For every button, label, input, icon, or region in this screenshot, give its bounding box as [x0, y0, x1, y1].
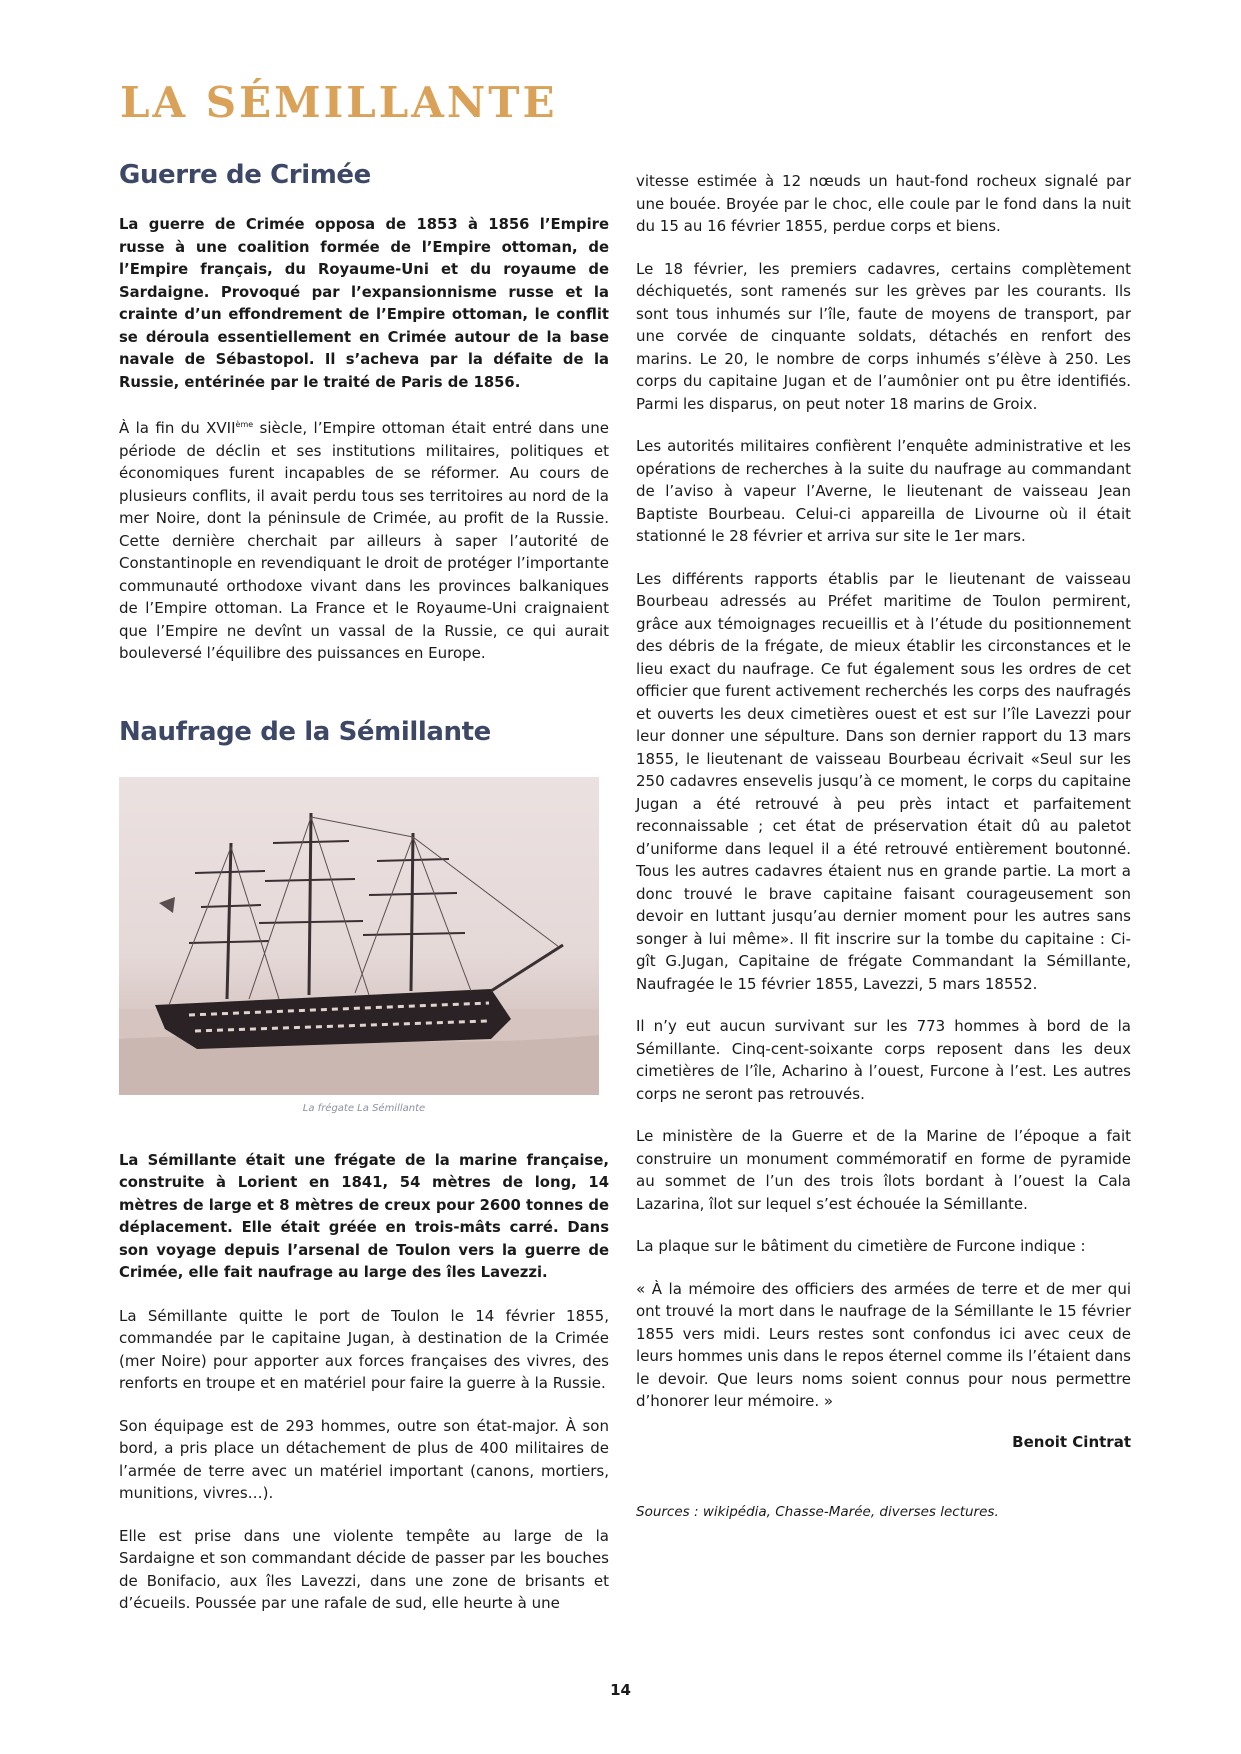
right-column — [636, 170, 1131, 1523]
superscript-eme: ème — [235, 420, 254, 429]
paragraph-enquete: Les autorités militaires confièrent l’enquête administrative et les opérations de recherches à la suite du naufrage au commandant de l’aviso à vapeur l’Averne, le lieutenant de vaisseau Jean Baptiste Bourbeau. Celui-ci appareilla de Livourne où il était stationné le 28 février et arriva sur site le 1er mars. — [636, 437, 1131, 545]
paragraph-naufrage: vitesse estimée à 12 nœuds un haut-fond rocheux signalé par une bouée. Broyée par le choc, elle coule par le fond dans la nuit du 15 au 16 février 1855, perdue corps et biens. — [636, 172, 1131, 235]
paragraph-inscription: « À la mémoire des officiers des armées de terre et de mer qui ont trouvé la mort dans le naufrage de la Sémillante le 15 février 1855 vers midi. Leurs restes sont confondus ici avec ceux de leurs hommes unis dans le repos éternel comme ils l’étaient dans le devoir. Que leurs noms soient connus pour nous permettre d’honorer leur mémoire. » — [636, 1279, 1131, 1410]
sources-note: Sources : wikipédia, Chasse-Marée, diverses lectures. — [636, 1503, 999, 1520]
semillante-description: La Sémillante était une frégate de la marine française, construite à Lorient en 1841, 54 mètres de long, 14 mètres de large et 8 mètres de creux pour 2600 tonnes de déplacement. Elle était gréée en trois-mâts carré. Dans son voyage depuis l’arsenal de Toulon vers la guerre de Crimée, elle fait naufrage au large des îles Lavezzi. — [119, 1151, 609, 1281]
page-title: LA SÉMILLANTE — [120, 78, 558, 127]
paragraph-monument: Le ministère de la Guerre et de la Marine de l’époque a fait construire un monument commémoratif en forme de pyramide au sommet de l’un des trois îlots bordant à l’ouest la Cala Lazarina, îlot sur lequel s’est échouée la Sémillante. — [636, 1127, 1131, 1213]
photo-caption: La frégate La Sémillante — [302, 1102, 426, 1114]
paragraph-rest: siècle, l’Empire ottoman était entré dans une période de déclin et ses institutions militaires, politiques et économiques furent incapables de se réformer. Au cours de plusieurs conflits, il avait perdu tous ses territoires au nord de la mer Noire, dont la péninsule de Crimée, au profit de la Russie. Cette dernière cherchait par ailleurs à saper l’autorité de Constantinople en revendiquant le droit de protéger l’importante communauté orthodoxe vivant dans les provinces balkaniques de l’Empire ottoman. La France et le Royaume-Uni craignaient que l’Empire ne devînt un vassal de la Russie, ce qui aurait bouleversé l’équilibre des puissances en Europe. — [119, 419, 609, 662]
paragraph-empire-ottoman — [119, 414, 609, 665]
paragraph-rapports: Les différents rapports établis par le lieutenant de vaisseau Bourbeau adressés au Préfet maritime de Toulon permirent, grâce aux témoignages recueillis et à l’étude du positionnement des débris de la frégate, de mieux établir les circonstances et le lieu exact du naufrage. Ce fut également sous les ordres de cet officier que furent activement recherchés les corps des naufragés et ouverts les deux cimetières ouest et est sur l’île Lavezzi pour leur donner une sépulture. Dans son dernier rapport du 13 mars 1855, le lieutenant de vaisseau Bourbeau écrivait «Seul sur les 250 cadavres ensevelis jusqu’à ce moment, le corps du capitaine Jugan a été retrouvé à peu près intact et parfaitement reconnaissable ; cet état de préservation était dû au paletot d’uniforme dans lequel il a été retrouvé entièrement boutonné. Tous les autres cadavres étaient nus en grande partie. La mort a donc trouvé le brave capitaine faisant courageusement son devoir en luttant jusqu’au dernier moment pour les autres sans songer à lui même». Il fit inscrire sur la tombe du capitaine : Ci-gît G.Jugan, Capitaine de frégate Commandant la Sémillante, Naufragée le 15 février 1855, Lavezzi, 5 mars 18552. — [636, 569, 1131, 993]
frigate-illustration — [119, 777, 599, 1095]
paragraph-cadavres: Le 18 février, les premiers cadavres, certains complètement déchiquetés, sont ramenés sur les grèves par les courants. Ils sont tous inhumés sur l’île, faute de moyens de transport, par une corvée de cinquante soldats, détachés en renfort des marins. Le 20, le nombre de corps inhumés s’élève à 250. Les corps du capitaine Jugan et de l’aumônier ont pu être identifiés. Parmi les disparus, on peut noter 18 marins de Groix. — [636, 259, 1131, 413]
paragraph-equipage: Son équipage est de 293 hommes, outre son état-major. À son bord, a pris place un détachement de plus de 400 militaires de l’armée de terre avec un matériel important (canons, mortiers, munitions, vivres…). — [119, 1416, 609, 1502]
heading-guerre-de-crimee: Guerre de Crimée — [119, 160, 371, 190]
page-number: 14 — [610, 1681, 631, 1699]
paragraph-tempete: Elle est prise dans une violente tempête au large de la Sardaigne et son commandant décide de passer par les bouches de Bonifacio, aux îles Lavezzi, dans une zone de brisants et d’écueils. Poussée par une rafale de sud, elle heurte à une — [119, 1526, 609, 1612]
left-column — [119, 160, 609, 1635]
paragraph-survivants: Il n’y eut aucun survivant sur les 773 hommes à bord de la Sémillante. Cinq-cent-soixante corps reposent dans les deux cimetières de l’île, Acharino à l’ouest, Furcone à l’est. Les autres corps ne seront pas retrouvés. — [636, 1017, 1131, 1103]
author-signature: Benoit Cintrat — [1012, 1432, 1131, 1451]
heading-naufrage: Naufrage de la Sémillante — [119, 716, 491, 747]
intro-paragraph: La guerre de Crimée opposa de 1853 à 1856 l’Empire russe à une coalition formée de l’Empire ottoman, de l’Empire français, du Royaume-Uni et du royaume de Sardaigne. Provoqué par l’expansionnisme russe et la crainte d’un effondrement de l’Empire ottoman, le conflit se déroula essentiellement en Crimée autour de la base navale de Sébastopol. Il s’acheva par la défaite de la Russie, entérinée par le traité de Paris de 1856. — [119, 216, 609, 391]
paragraph-start: À la fin du XVII — [119, 419, 236, 437]
paragraph-plaque: La plaque sur le bâtiment du cimetière de Furcone indique : — [636, 1237, 1086, 1255]
ship-photo — [119, 777, 599, 1095]
paragraph-depart-toulon: La Sémillante quitte le port de Toulon le 14 février 1855, commandée par le capitaine Jugan, à destination de la Crimée (mer Noire) pour apporter aux forces françaises des vivres, des renforts en troupe et en matériel pour faire la guerre à la Russie. — [119, 1306, 609, 1392]
